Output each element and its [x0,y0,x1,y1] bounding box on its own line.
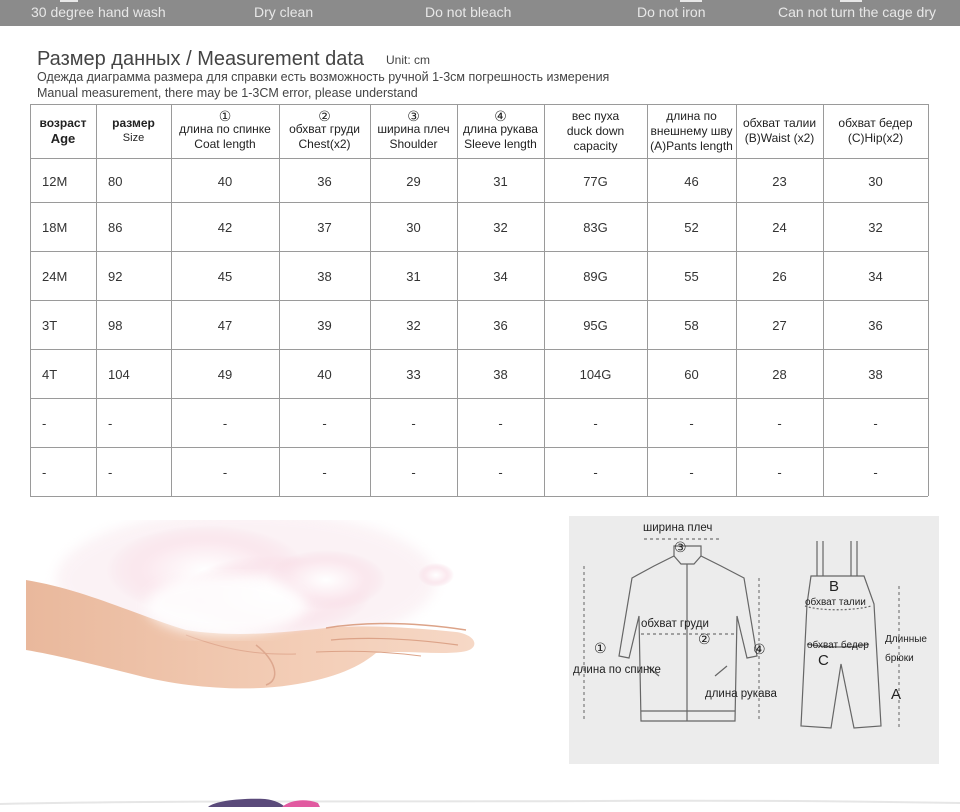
cell-down-capacity: 89G [583,269,608,284]
cell-coat-length: 47 [217,318,233,333]
cell-size: 86 [108,220,123,235]
header-sleeve-length [457,104,544,158]
header-hip-line2: (C)Hip(x2) [847,131,904,145]
cell-size: - [108,416,113,431]
header-shoulder-line2: Shoulder [389,137,438,151]
header-waist-line2: (B)Waist (x2) [744,131,815,145]
header-sleeve-length-line1: длина рукава [463,122,538,136]
cell-pants-length: 55 [684,269,699,284]
diagram-marker-2: ② [698,631,711,647]
cell-shoulder: - [411,465,416,480]
title-separator: / [180,48,198,70]
cell-sleeve-length: 31 [493,173,508,189]
cell-size: 104 [108,367,130,382]
cell-waist: - [777,465,782,480]
care-label-no-iron: Do not iron [637,4,706,20]
header-down-capacity [544,104,647,158]
cell-down-capacity: 95G [583,318,608,333]
header-pants-length-line1: длина по [666,108,717,123]
diagram-waist-label: обхват талии [805,597,866,608]
diagram-hip-label: обхват бедер [807,640,869,651]
cell-hip: - [873,416,878,431]
header-pants-length-line2: внешнему шву [650,123,733,138]
header-sleeve-length-num: ④ [494,108,507,124]
header-waist [736,104,823,158]
cell-age: 24M [42,269,68,284]
diagram-marker-4: ④ [753,641,766,657]
cell-size: - [108,465,113,480]
cell-chest: - [322,416,327,431]
cell-shoulder: 33 [406,367,421,382]
cell-chest: - [322,465,327,480]
cell-shoulder: - [411,416,416,431]
cell-age: 4T [42,367,58,382]
cell-waist: 27 [772,318,787,333]
diagram-sleeve-label: длина рукава [705,688,777,700]
cell-down-capacity: - [593,416,598,431]
cell-age: 18M [42,220,68,235]
bottom-image-strip [0,776,960,807]
next-product-image-fragment [0,776,960,807]
cell-chest: 36 [317,173,332,189]
cell-waist: 26 [772,269,787,284]
cell-pants-length: 46 [684,173,699,189]
cell-hip: 38 [868,367,883,382]
cell-shoulder: 31 [406,269,421,284]
diagram-letter-c: C [818,652,829,669]
care-label-no-bleach: Do not bleach [425,4,512,20]
header-shoulder-num: ③ [407,108,420,124]
diagram-chest-label: обхват груди [641,618,709,630]
header-hip-line1: обхват бедер [838,116,913,130]
cell-pants-length: 52 [684,220,699,235]
cell-pants-length: - [689,416,694,431]
header-size-line2: Size [122,132,145,144]
cell-coat-length: 42 [217,220,233,235]
cell-size: 92 [108,269,123,284]
cell-hip: 34 [868,269,883,284]
table-grid-vline [928,104,929,496]
cell-pants-length: 58 [684,318,699,333]
cell-down-capacity: - [593,465,598,480]
header-size [96,104,171,158]
diagram-shoulder-label: ширина плеч [643,522,713,534]
cell-sleeve-length: - [498,416,503,431]
care-label-no-tumble-dry: Can not turn the cage dry [778,4,936,20]
cell-down-capacity: 83G [583,220,608,235]
diagram-letter-a: A [891,686,902,703]
cell-shoulder: 29 [406,173,421,189]
cell-sleeve-length: 32 [493,220,508,235]
cell-age: 12M [42,173,68,189]
header-age-line2: Age [50,131,76,146]
header-down-capacity-line1: вес пуха [571,108,620,123]
title-ru: Размер данных [37,48,181,70]
care-label-dry-clean: Dry clean [254,4,314,20]
care-icon-fragment [60,0,78,2]
cell-hip: - [873,465,878,480]
diagram-letter-b: B [829,578,840,595]
cell-sleeve-length: 34 [493,269,508,284]
header-chest-line2: Chest(x2) [298,137,351,151]
cell-age: - [42,416,47,431]
page-title [37,48,430,71]
cell-down-capacity: 104G [579,367,612,382]
cell-waist: - [777,416,782,431]
cell-chest: 40 [317,367,332,382]
diagram-coat-length-label: длина по спинке [573,664,661,676]
down-feather-hand-photo [26,520,516,720]
header-waist-line1: обхват талии [742,116,817,130]
header-down-capacity-line2: duck down [566,123,625,138]
cell-chest: 38 [317,269,332,284]
header-coat-length-num: ① [218,108,232,124]
cell-down-capacity: 77G [583,173,608,189]
size-table [30,104,928,496]
cell-pants-length: 60 [684,367,699,382]
header-coat-length-line2: Coat length [194,137,256,151]
title-unit: Unit: cm [386,52,431,67]
cell-sleeve-length: 36 [493,318,508,333]
header-shoulder [370,104,457,158]
cell-shoulder: 30 [406,220,421,235]
cell-hip: 30 [868,173,883,189]
care-label-hand-wash: 30 degree hand wash [31,4,166,20]
cell-size: 98 [108,318,123,333]
subtitle-en: Manual measurement, there may be 1-3CM error, please understand [37,86,418,100]
header-coat-length [171,104,279,158]
cell-waist: 23 [772,173,787,189]
cell-hip: 36 [868,318,883,333]
header-chest-num: ② [318,108,331,124]
cell-waist: 24 [772,220,787,235]
cell-sleeve-length: - [498,465,503,480]
subtitle-ru: Одежда диаграмма размера для справки есть возможность ручной 1-3см погрешность измерения [37,70,610,84]
care-instructions-bar [0,0,960,26]
header-shoulder-line1: ширина плеч [377,122,450,136]
cell-chest: 39 [317,318,332,333]
cell-age: - [42,465,47,480]
diagram-pants-label-1: Длинные [885,634,927,645]
cell-coat-length: 49 [217,367,233,382]
cell-waist: 28 [772,367,787,382]
cell-coat-length: - [222,416,228,431]
cell-age: 3T [42,318,58,333]
care-icon-fragment [840,0,862,2]
diagram-marker-3: ③ [674,539,687,555]
header-down-capacity-line3: capacity [573,138,618,153]
header-size-line1: размер [112,116,155,130]
cell-coat-length: - [222,465,228,480]
title-en: Measurement data [197,48,364,70]
measurement-diagram [569,516,939,764]
cell-sleeve-length: 38 [493,367,508,382]
diagram-marker-1: ① [594,640,607,656]
cell-coat-length: 45 [217,269,233,284]
care-icon-fragment [680,0,702,2]
header-age-line1: возраст [39,116,87,130]
header-chest [279,104,370,158]
cell-pants-length: - [689,465,694,480]
diagram-pants-label-2: брюки [885,653,914,664]
header-age [30,104,96,158]
header-coat-length-line1: длина по спинке [179,122,271,136]
cell-chest: 37 [317,220,332,235]
header-chest-line1: обхват груди [289,122,360,136]
header-sleeve-length-line2: Sleeve length [464,137,537,151]
clothing-outline-drawing [569,516,939,764]
header-pants-length [647,104,736,158]
header-pants-length-line3: (A)Pants length [650,138,733,153]
cell-coat-length: 40 [217,173,233,189]
header-hip [823,104,928,158]
cell-size: 80 [108,173,123,189]
cell-hip: 32 [868,220,883,235]
cell-shoulder: 32 [406,318,421,333]
